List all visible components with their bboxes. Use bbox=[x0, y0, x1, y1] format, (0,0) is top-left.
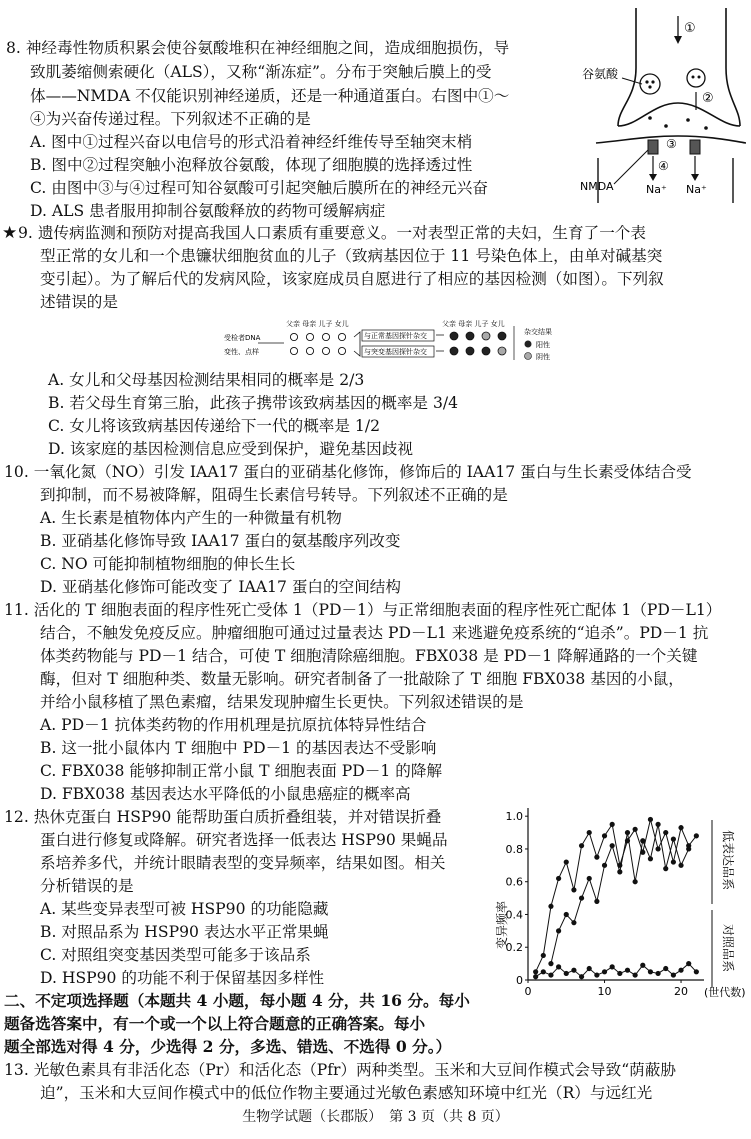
q12-line-4: 分析错误的是 bbox=[40, 877, 134, 895]
q8-line-3: 体——NMDA 不仅能识别神经递质，还是一种通道蛋白。右图中①～ bbox=[30, 87, 510, 105]
data-point bbox=[571, 968, 576, 973]
page-footer: 生物学试题（长郡版） 第 3 页（共 8 页） bbox=[242, 1109, 509, 1125]
q9-line-1: 9. 遗传病监测和预防对提高我国人口素质有重要意义。一对表型正常的夫妇，生育了一个表 bbox=[18, 224, 646, 242]
data-point bbox=[587, 966, 592, 971]
data-point bbox=[625, 968, 630, 973]
nmda-label: NMDA bbox=[580, 180, 614, 193]
data-point bbox=[678, 968, 683, 973]
marker-4: ④ bbox=[658, 159, 669, 173]
data-point bbox=[602, 969, 607, 974]
data-point bbox=[594, 972, 599, 977]
side-label-bottom: 对照品系 bbox=[721, 923, 735, 973]
q11-line-2: 结合，不触发免疫反应。肿瘤细胞可通过过量表达 PD－L1 来逃避免疫系统的“追杀”。PD－1 抗 bbox=[40, 624, 709, 642]
data-point bbox=[556, 964, 561, 969]
data-point bbox=[648, 969, 653, 974]
data-point bbox=[556, 876, 561, 881]
q12-option-c: C. 对照组突变基因类型可能多于该品系 bbox=[40, 946, 311, 964]
data-point bbox=[640, 963, 645, 968]
q11-option-a: A. PD－1 抗体类药物的作用机理是抗原抗体特异性结合 bbox=[40, 716, 427, 734]
data-point bbox=[663, 866, 668, 871]
data-point bbox=[686, 846, 691, 851]
legend-title: 杂交结果 bbox=[524, 328, 552, 336]
data-point bbox=[548, 961, 553, 966]
data-point bbox=[579, 895, 584, 900]
fig-probe-normal: 与正常基因探针杂交 bbox=[364, 332, 427, 340]
y-tick-label: 0 bbox=[516, 974, 523, 987]
y-tick-label: 0.8 bbox=[505, 842, 523, 856]
data-point bbox=[541, 953, 546, 958]
data-point bbox=[602, 863, 607, 868]
q10-option-d: D. 亚硝基化修饰可能改变了 IAA17 蛋白的空间结构 bbox=[40, 578, 401, 596]
data-point bbox=[579, 843, 584, 848]
y-axis-label: 变异频率 bbox=[495, 900, 509, 950]
side-label-top: 低表达品系 bbox=[721, 829, 735, 891]
section2-line-3: 题全部选对得 4 分，少选得 2 分，多选、错选、不选得 0 分。） bbox=[4, 1037, 452, 1056]
q10-option-c: C. NO 可能抑制植物细胞的伸长生长 bbox=[40, 555, 296, 573]
q8-option-c: C. 由图中③与④过程可知谷氨酸可引起突触后膜所在的神经元兴奋 bbox=[30, 179, 488, 197]
gene-test-figure bbox=[224, 318, 614, 368]
q10-line-2: 到抑制，而不易被降解，阻碍生长素信号转导。下列叙述不正确的是 bbox=[40, 486, 508, 504]
q10-line-1: 10. 一氧化氮（NO）引发 IAA17 蛋白的亚硝基化修饰，修饰后的 IAA17 蛋白与生长素受体结合受 bbox=[4, 463, 692, 481]
q12-line-2: 蛋白进行修复或降解。研究者选择一低表达 HSP90 果蝇品 bbox=[40, 831, 448, 849]
data-point bbox=[571, 920, 576, 925]
glutamate-label: 谷氨酸 bbox=[582, 67, 619, 81]
data-point bbox=[541, 969, 546, 974]
y-tick-label: 1.0 bbox=[505, 810, 523, 824]
q9-line-2: 型正常的女儿和一个患镰状细胞贫血的儿子（致病基因位于 11 号染色体上，由单对碱基突 bbox=[40, 247, 663, 265]
fig-probe-mutant: 与突变基因探针杂交 bbox=[364, 348, 427, 356]
q9-option-b: B. 若父母生育第三胎，此孩子携带该致病基因的概率是 3/4 bbox=[48, 394, 459, 412]
q8-line-2: 致肌萎缩侧索硬化（ALS），又称“渐冻症”。分布于突触后膜上的受 bbox=[30, 63, 492, 81]
data-point bbox=[633, 827, 638, 832]
data-point bbox=[548, 972, 553, 977]
data-point bbox=[556, 928, 561, 933]
legend-negative: 阴性 bbox=[536, 353, 550, 361]
sodium-label-1: Na⁺ bbox=[646, 183, 667, 196]
series-line-1 bbox=[551, 824, 689, 963]
data-point bbox=[533, 969, 538, 974]
x-tick-label: 10 bbox=[597, 985, 612, 998]
data-point bbox=[671, 837, 676, 842]
data-point bbox=[571, 887, 576, 892]
data-point bbox=[610, 822, 615, 827]
q9-option-c: C. 女儿将该致病基因传递给下一代的概率是 1/2 bbox=[48, 417, 381, 435]
q12-line-1: 12. 热休克蛋白 HSP90 能帮助蛋白质折叠组装，并对错误折叠 bbox=[4, 808, 442, 826]
section2-line-2: 题备选答案中，有一个或一个以上符合题意的正确答案。每小 bbox=[4, 1014, 426, 1033]
data-point bbox=[533, 974, 538, 979]
data-point bbox=[694, 833, 699, 838]
fig-row-dna: 受检者DNA bbox=[224, 334, 261, 342]
data-point bbox=[671, 972, 676, 977]
q12-option-b: B. 对照品系为 HSP90 表达水平正常果蝇 bbox=[40, 923, 329, 941]
fig-header-left: 父亲 母亲 儿子 女儿 bbox=[286, 320, 349, 328]
data-point bbox=[617, 869, 622, 874]
data-point bbox=[655, 846, 660, 851]
synapse-figure bbox=[578, 8, 746, 203]
data-point bbox=[548, 904, 553, 909]
q8-line-4: ④为兴奋传递过程。下列叙述不正确的是 bbox=[30, 110, 311, 128]
data-point bbox=[633, 879, 638, 884]
y-tick-label: 0.2 bbox=[505, 941, 523, 955]
data-point bbox=[648, 856, 653, 861]
x-axis-label: (世代数) bbox=[704, 986, 746, 999]
data-point bbox=[610, 964, 615, 969]
variation-frequency-chart bbox=[486, 800, 748, 1000]
data-point bbox=[640, 838, 645, 843]
data-point bbox=[594, 899, 599, 904]
data-point bbox=[655, 971, 660, 976]
q12-line-3: 系培养多代，并统计眼睛表型的变异频率，结果如图。相关 bbox=[40, 854, 446, 872]
q13-line-1: 13. 光敏色素具有非活化态（Pr）和活化态（Pfr）两种类型。玉米和大豆间作模式会导致“荫蔽胁 bbox=[4, 1061, 676, 1079]
q12-option-a: A. 某些变异表型可被 HSP90 的功能隐藏 bbox=[40, 900, 329, 918]
data-point bbox=[602, 833, 607, 838]
q9-option-a: A. 女儿和父母基因检测结果相同的概率是 2/3 bbox=[48, 371, 365, 389]
y-tick-label: 0.4 bbox=[505, 908, 523, 922]
q8-option-b: B. 图中②过程突触小泡释放谷氨酸，体现了细胞膜的选择透过性 bbox=[30, 156, 473, 174]
q13-line-2: 迫”，玉米和大豆间作模式中的低位作物主要通过光敏色素感知环境中红光（R）与远红光 bbox=[40, 1084, 653, 1102]
data-point bbox=[564, 912, 569, 917]
star-icon: ★ bbox=[2, 223, 18, 243]
legend-positive: 阳性 bbox=[536, 341, 550, 349]
section2-line-1: 二、不定项选择题（本题共 4 小题，每小题 4 分，共 16 分。每小 bbox=[4, 991, 470, 1010]
marker-1: ① bbox=[684, 21, 696, 36]
data-point bbox=[587, 876, 592, 881]
q8-line-1: 8. 神经毒性物质积累会使谷氨酸堆积在神经细胞之间，造成细胞损伤，导 bbox=[6, 39, 510, 57]
q11-line-5: 并给小鼠移植了黑色素瘤，结果发现肿瘤生长更快。下列叙述错误的是 bbox=[40, 693, 524, 711]
data-point bbox=[594, 855, 599, 860]
data-point bbox=[617, 971, 622, 976]
marker-3: ③ bbox=[666, 137, 677, 151]
data-point bbox=[671, 859, 676, 864]
q11-line-1: 11. 活化的 T 细胞表面的程序性死亡受体 1（PD－1）与正常细胞表面的程序性死亡配体 1（PD－L1） bbox=[4, 601, 722, 619]
data-point bbox=[633, 972, 638, 977]
q11-option-b: B. 这一批小鼠体内 T 细胞中 PD－1 的基因表达不受影响 bbox=[40, 739, 437, 757]
q9-line-4: 述错误的是 bbox=[40, 293, 118, 311]
q11-line-3: 体类药物能与 PD－1 结合，可使 T 细胞清除癌细胞。FBX038 是 PD－1 降解通路的一个关键 bbox=[40, 647, 698, 665]
y-tick-label: 0.6 bbox=[505, 875, 523, 889]
data-point bbox=[625, 830, 630, 835]
data-point bbox=[694, 969, 699, 974]
q12-option-d: D. HSP90 的功能不利于保留基因多样性 bbox=[40, 969, 325, 987]
q11-line-4: 酶，但对 T 细胞种类、数量无影响。研究者制备了一批敲除了 T 细胞 FBX038 基因的小鼠， bbox=[40, 670, 684, 688]
data-point bbox=[663, 830, 668, 835]
x-axis-label-text: 世代数 bbox=[708, 986, 742, 999]
x-tick-label: 0 bbox=[524, 985, 532, 998]
data-point bbox=[678, 863, 683, 868]
fig-header-right: 父亲 母亲 儿子 女儿 bbox=[442, 320, 505, 328]
q8-option-d: D. ALS 患者服用抑制谷氨酸释放的药物可缓解病症 bbox=[30, 202, 386, 220]
data-point bbox=[648, 817, 653, 822]
q8-option-a: A. 图中①过程兴奋以电信号的形式沿着神经纤维传导至轴突末梢 bbox=[30, 133, 473, 151]
data-point bbox=[686, 961, 691, 966]
sodium-label-2: Na⁺ bbox=[686, 183, 707, 196]
data-point bbox=[579, 974, 584, 979]
x-tick-label: 20 bbox=[674, 985, 689, 998]
marker-2: ② bbox=[702, 91, 714, 106]
q10-option-a: A. 生长素是植物体内产生的一种微量有机物 bbox=[40, 509, 342, 527]
data-point bbox=[587, 830, 592, 835]
data-point bbox=[610, 843, 615, 848]
fig-row-denature: 变性、点样 bbox=[224, 348, 259, 356]
data-point bbox=[564, 971, 569, 976]
q9-line-3: 变引起）。为了解后代的发病风险，该家庭成员自愿进行了相应的基因检测（如图）。下列叙 bbox=[40, 270, 664, 288]
q11-option-c: C. FBX038 能够抑制正常小鼠 T 细胞表面 PD－1 的降解 bbox=[40, 762, 443, 780]
q9-option-d: D. 该家庭的基因检测信息应受到保护，避免基因歧视 bbox=[48, 440, 413, 458]
data-point bbox=[678, 825, 683, 830]
data-point bbox=[655, 822, 660, 827]
q10-option-b: B. 亚硝基化修饰导致 IAA17 蛋白的氨基酸序列改变 bbox=[40, 532, 401, 550]
data-point bbox=[564, 859, 569, 864]
data-point bbox=[663, 966, 668, 971]
q11-option-d: D. FBX038 基因表达水平降低的小鼠患癌症的概率高 bbox=[40, 785, 411, 803]
